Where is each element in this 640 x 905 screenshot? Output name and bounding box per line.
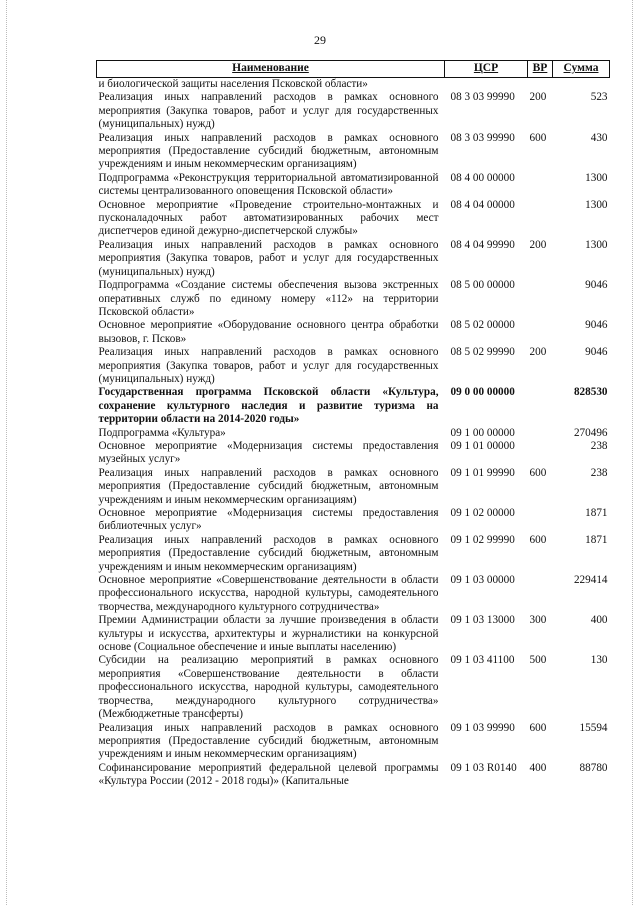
table-row [97, 574, 610, 614]
row-name: Реализация иных направлений расходов в рамках основного мероприятия (Предоставление субсидий бюджетным, автономным учреждениям и иным некоммерческим организациям) [98, 131, 439, 171]
row-sum: 400 [590, 614, 608, 627]
row-vr [528, 507, 553, 534]
row-name: Субсидии на реализацию мероприятий в рамках основного мероприятия «Совершенствование деятельности в области профессионального искусства, народной культуры, самодеятельного творчества, международного культурного сотрудничества» (Межбюджетные трансферты) [98, 654, 439, 721]
budget-table [96, 60, 610, 789]
row-vr: 300 [529, 614, 547, 627]
table-header-row [97, 61, 610, 78]
table-row [97, 199, 610, 239]
row-name: Реализация иных направлений расходов в рамках основного мероприятия (Закупка товаров, работ и услуг для государственных (муниципальных) нужд) [98, 346, 439, 385]
row-csr: 09 1 01 00000 [450, 439, 515, 452]
row-vr [528, 279, 553, 319]
row-name: Реализация иных направлений расходов в рамках основного мероприятия (Предоставление субсидий бюджетным, автономным учреждениям и иным некоммерческим организациям) [98, 466, 439, 506]
row-vr: 400 [529, 761, 547, 774]
table-row [97, 279, 610, 319]
row-sum: 9046 [585, 346, 608, 359]
header-vr: ВР [528, 61, 553, 78]
row-name: Софинансирование мероприятий федеральной целевой программы «Культура России (2012 - 2018 годы)» (Капитальные [98, 761, 439, 788]
page-number: 29 [314, 33, 326, 47]
row-sum: 1300 [585, 171, 608, 184]
row-sum: 9046 [585, 279, 608, 292]
row-csr: 08 5 02 99990 [450, 346, 515, 359]
row-name: Основное мероприятие «Оборудование основного центра обработки вызовов, г. Псков» [98, 319, 439, 345]
row-sum: 9046 [585, 319, 608, 332]
row-vr [528, 78, 553, 92]
row-sum: 130 [590, 654, 608, 667]
row-vr [528, 319, 553, 346]
table-row [97, 91, 610, 131]
row-name: Подпрограмма «Культура» [98, 426, 226, 439]
row-name: Реализация иных направлений расходов в рамках основного мероприятия (Закупка товаров, работ и услуг для государственных (муниципальных) нужд) [98, 91, 439, 131]
row-name: Премии Администрации области за лучшие произведения в области культуры и искусства, архитектуры и журналистики на конкурсной основе (Социальное обеспечение и иные выплаты населению) [98, 614, 439, 654]
row-csr: 09 1 03 00000 [450, 574, 515, 587]
row-csr: 09 1 03 99990 [450, 721, 515, 734]
row-sum: 238 [590, 466, 608, 479]
row-vr: 600 [529, 721, 547, 734]
row-name: Реализация иных направлений расходов в рамках основного мероприятия (Закупка товаров, работ и услуг для государственных (муниципальных) нужд) [98, 238, 439, 278]
table-row [97, 346, 610, 386]
row-vr: 500 [529, 654, 547, 667]
header-sum: Сумма [553, 61, 610, 78]
table-row [97, 534, 610, 574]
row-sum: 229414 [573, 574, 608, 587]
row-name: и биологической защиты населения Псковской области» [98, 78, 368, 90]
header-csr: ЦСР [445, 61, 528, 78]
table-row [97, 722, 610, 762]
row-sum: 270496 [573, 426, 608, 439]
row-sum: 523 [590, 91, 608, 104]
table-row [97, 654, 610, 721]
table-row [97, 239, 610, 279]
scan-edge-right [632, 0, 634, 905]
row-csr: 08 5 00 00000 [450, 279, 515, 292]
row-sum: 430 [590, 131, 608, 144]
row-sum: 15594 [579, 721, 608, 734]
table-body [97, 78, 610, 789]
row-vr: 600 [529, 131, 547, 144]
row-csr: 09 1 02 00000 [450, 507, 515, 519]
row-sum: 88780 [579, 761, 608, 774]
row-sum: 238 [590, 439, 608, 452]
row-csr [445, 78, 528, 92]
row-csr: 09 1 03 R0140 [450, 761, 517, 774]
row-name: Подпрограмма «Реконструкция территориальной автоматизированной системы централизованного оповещения Псковской области» [98, 171, 439, 198]
row-csr: 08 3 03 99990 [450, 131, 515, 144]
row-sum: 828530 [573, 386, 608, 399]
row-csr: 09 1 02 99990 [450, 533, 515, 546]
row-csr: 09 1 03 13000 [450, 614, 515, 627]
row-name: Государственная программа Псковской области «Культура, сохранение культурного наследия и развитие туризма на территории области на 2014-2020 годы» [98, 386, 439, 426]
header-name: Наименование [97, 61, 445, 78]
table-row [97, 467, 610, 507]
row-csr: 08 4 04 99990 [450, 238, 515, 251]
row-csr: 09 1 01 99990 [450, 466, 515, 479]
table-row [97, 386, 610, 426]
row-csr: 09 1 03 41100 [450, 654, 515, 667]
row-vr: 600 [529, 466, 547, 479]
row-vr [528, 172, 553, 199]
table-row [97, 440, 610, 467]
row-name: Основное мероприятие «Совершенствование деятельности в области профессионального искусства, народной культуры, самодеятельного творчества, международного культурного сотрудничества» [98, 574, 439, 613]
row-name: Реализация иных направлений расходов в рамках основного мероприятия (Предоставление субсидий бюджетным, автономным учреждениям и иным некоммерческим организациям) [98, 533, 439, 573]
table-row [97, 132, 610, 172]
row-sum: 1300 [585, 198, 608, 211]
row-vr [528, 574, 553, 614]
row-csr: 08 3 03 99990 [450, 91, 515, 104]
table-row [97, 507, 610, 534]
row-vr: 200 [529, 238, 547, 251]
row-vr: 200 [529, 346, 547, 359]
row-vr [528, 386, 553, 426]
row-csr: 09 1 00 00000 [450, 426, 515, 439]
row-vr [528, 440, 553, 467]
row-vr [528, 199, 553, 239]
table-row [97, 78, 610, 92]
row-vr [528, 427, 553, 440]
table-row [97, 762, 610, 789]
row-name: Основное мероприятие «Проведение строительно-монтажных и пусконаладочных работ автоматизированных рабочих мест диспетчеров единой дежурно-диспетчерской службы» [98, 198, 439, 238]
scan-edge-left [6, 0, 8, 905]
row-csr: 09 0 00 00000 [450, 386, 515, 399]
row-sum [553, 78, 610, 92]
row-csr: 08 4 04 00000 [450, 198, 515, 211]
row-csr: 08 5 02 00000 [450, 319, 515, 332]
row-name: Реализация иных направлений расходов в рамках основного мероприятия (Предоставление субсидий бюджетным, автономным учреждениям и иным некоммерческим организациям) [98, 721, 439, 761]
table-row [97, 172, 610, 199]
row-vr: 600 [529, 533, 547, 546]
row-name: Основное мероприятие «Модернизация системы предоставления библиотечных услуг» [98, 507, 439, 533]
row-name: Основное мероприятие «Модернизация системы предоставления музейных услуг» [98, 439, 439, 466]
row-vr: 200 [529, 91, 547, 104]
row-name: Подпрограмма «Создание системы обеспечения вызова экстренных оперативных служб по единому номеру «112» на территории Псковской области» [98, 279, 439, 318]
row-sum: 1300 [585, 238, 608, 251]
table-row [97, 614, 610, 654]
table-row [97, 319, 610, 346]
table-row [97, 427, 610, 440]
row-sum: 1871 [585, 507, 608, 519]
row-csr: 08 4 00 00000 [450, 171, 515, 184]
row-sum: 1871 [585, 533, 608, 546]
